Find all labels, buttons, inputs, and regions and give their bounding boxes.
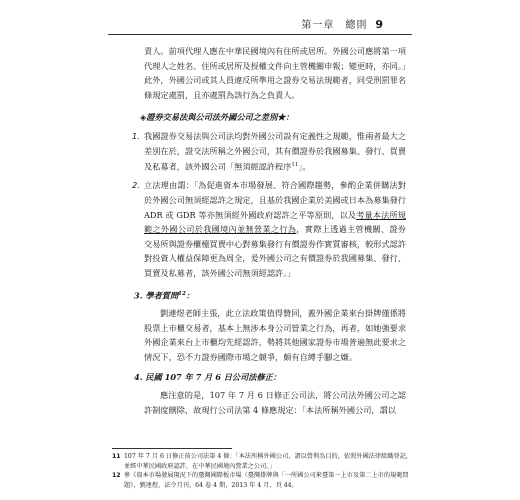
- footnote-11: [112, 452, 412, 471]
- chapter-title: 第一章 總則: [301, 20, 368, 31]
- footnote-rule: [112, 448, 232, 449]
- footnote-text: 107 年 7 月 6 日修正前公司法第 4 條：「本法所稱外國公司，謂以營利為目的，依照外國法律組織登記，並經中華民國政府認許，在中華民國境內營業之公司。」: [124, 453, 412, 470]
- footnote-number: 12: [112, 472, 121, 479]
- page-number: 9: [375, 18, 384, 31]
- diamond-bullet-icon: ◈: [140, 112, 147, 123]
- intro-paragraph: 責人。前項代理人應在中華民國境內有住所或居所。外國公司應將第一項代理人之姓名、住所或居所及授權文件向主管機關申報；變更時，亦同。」此外，外國公司或其人員違反所準用之證券交易法規範者，同受刑罰罪名條規定處罰，且亦處罰為該行為之負責人。: [144, 46, 407, 100]
- footnotes: [112, 448, 412, 490]
- list-item-1-text: 我國證券交易法與公司法均對外國公司設有定義性之規範，惟兩者最大之差別在於，證交法所稱之外國公司，其有價證券於我國募集、發行、買賣及私募者，該外國公司「無須經認許程序$^{11}$」。: [144, 130, 407, 172]
- subheading-4: 4. 民國 107 年 7 月 6 日公司法修正：: [134, 372, 282, 383]
- list-item-2: [132, 178, 407, 280]
- subheading-3: 3. 學者質問$^{12}$：: [134, 290, 195, 301]
- footnote-number: 11: [112, 453, 121, 460]
- section-heading: ◈證券交易法與公司法外國公司之差別★：: [140, 112, 294, 123]
- header-rule: [108, 34, 412, 35]
- body-text: [132, 44, 407, 417]
- paragraph-3: 劉連煜老師主張，此立法政策值得贊同，蓋外國企業來台掛牌僅係將股票上市櫃交易者，基本上無涉本身公司營業之行為，再者，如她強要求外國企業來台上市櫃均先經認許，勢將其他國家證券市場普遍無此要求之情況下，恐不力證券國際市場之競爭，頗有自縛手腳之嫌。: [144, 307, 407, 362]
- running-header: [301, 16, 384, 31]
- list-item-2-text: 立法理由謂：「為促進資本市場發展、符合國際趨勢，參酌企業併購法對於外國公司無須經認許之規定，且基於我國企業於美國或日本為募集發行 ADR 或 GDR 等亦無須經外國政府認許之平等原則，以及考量本法所規範之外國公司於我國境內並無營業之行為，實際上透過主管機關、證券交易所與證券櫃檯買賣中心對募集發行有價證券作實質審核，較形式認許對投資人權益保障更為周全，爰外國公司之有價證券於我國募集、發行、買賣及私募者，該外國公司無須經認許。」: [144, 180, 407, 279]
- footnote-ref: 12: [178, 290, 186, 297]
- footnote-text: 參《資本市場發展現況下的臺灣國際板市場（臺灣掛牌與「一所國公司來臺第一上市及第二上市的規範問題》，劉連煜，法令月刊，64 卷 4 期，2013 年 4 月，頁 44。: [124, 472, 409, 489]
- footnote-ref: 11: [291, 162, 299, 169]
- footnote-12: [112, 471, 412, 490]
- list-item-1: [132, 129, 407, 175]
- paragraph-4: 應注意的是，107 年 7 月 6 日修正公司法，將公司法外國公司之認許制度刪除，故現行公司法第 4 條應規定：「本法所稱外國公司，謂以: [144, 389, 406, 415]
- list-number: 2.: [132, 180, 140, 191]
- underlined-phrase: 考量本法所規範之外國公司於我國境內並無營業之行為: [144, 209, 406, 235]
- list-number: 1.: [132, 130, 140, 141]
